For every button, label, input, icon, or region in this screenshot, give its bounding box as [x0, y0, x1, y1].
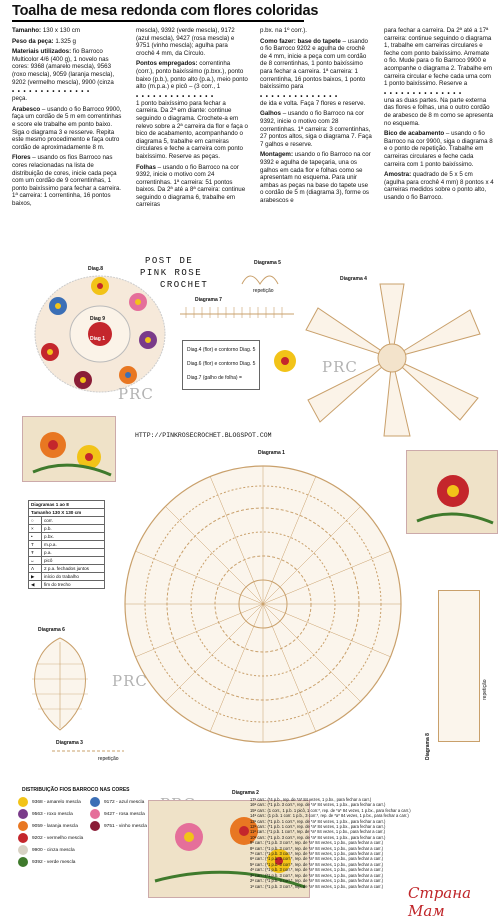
yarn-flower-icon: [18, 821, 28, 831]
diag3-label: Diagrama 3: [56, 740, 83, 746]
watermark-prc-3: PRC: [112, 672, 148, 690]
galhos-text: – usando o fio Barroco na cor 9392, inicie o motivo com 28 correntinhas. 1ª carreira: 3 correntinhas, 27 pontos altos, siga o diagrama 7. Faça 7 galhos e reserve.: [260, 110, 372, 148]
watermark-pink-rose: PINK ROSE: [140, 268, 203, 278]
diag7-label: Diagrama 7: [195, 297, 222, 303]
row-instruction: 7ª carr.: (*1 p.b. 3 corr.*, rep. de *a* 84 vezes, 1 p.bx., para fechar a carr.): [250, 851, 384, 857]
key-row: fim do trecho: [42, 581, 105, 589]
photo-detail-right: [406, 450, 498, 534]
montagem-text: usando o fio Barroco na cor 9392 e agulha de tapeçaria, una os galhos em cada flor e folhas como se apresentam no esquema. Para unir ambas as peças na base do tapete use o cordão de 5 m (diagrama 3), forme os arabescos e: [260, 151, 371, 204]
dot-separator: • • • • • • • • • • • • • •: [136, 93, 215, 100]
key-row: 2 p.a. fechados juntos: [42, 565, 105, 573]
color-code: 9172 - azul mescla: [104, 799, 145, 805]
mini-legend-3: Diag.7 (galho de folha) =: [187, 375, 242, 381]
arabesco-label: Arabesco: [12, 105, 41, 113]
materials-text: fio Barroco Multicolor 4/6 (400 g), 1 novelo nas cores: 9368 (amarelo mescla), 9563 (roxo mescla), 9059 (laranja mescla), 9202 (vermelho mescla), 9900 (cinza: [12, 48, 115, 86]
photo-detail-left: [22, 416, 116, 482]
watermark-url: HTTP://PINKROSECROCHET.BLOGSPOT.COM: [135, 432, 272, 439]
color-swatch-row: [18, 832, 88, 844]
yarn-flower-icon: [90, 797, 100, 807]
weight-label: Peso da peça:: [12, 37, 54, 45]
color-code: 9427 - rosa mescla: [104, 811, 145, 817]
key-row: m.p.a.: [42, 541, 105, 549]
diagram-7-sketch: [178, 304, 296, 320]
key-row: corr.: [42, 517, 105, 525]
size-value: 130 x 130 cm: [42, 27, 80, 34]
key-row: p.bx.: [42, 533, 105, 541]
row-instruction: 15ª carr.: (1 corr., 1 p.b. 1 picô, 1 corr.*, rep. de *a* 84 vezes, 1 p.bx., para fechar a carr.): [250, 807, 411, 813]
yarn-flower-icon: [18, 845, 28, 855]
folhas-label: Folhas: [136, 163, 156, 171]
key-table-head: Diagramas 1 ao 8: [29, 501, 105, 509]
amostra-label: Amostra:: [384, 171, 412, 179]
color-swatch-row: [90, 808, 150, 820]
color-code: 9751 - vinho mescla: [104, 823, 147, 829]
dot-separator: • • • • • • • • • • • • • •: [384, 90, 463, 97]
yarn-flower-icon: [90, 821, 100, 831]
page-title: Toalha de mesa redonda com flores coloridas: [12, 3, 319, 19]
color-dist-title: DISTRIBUIÇÃO FIOS BARROCO NAS CORES: [22, 787, 130, 793]
yarn-flower-icon: [90, 809, 100, 819]
mini-legend-2: Diag.6 (flor) e contorno Diag. 5: [187, 361, 256, 367]
key-row: início do trabalho: [42, 573, 105, 581]
diag5-repeat: repetição: [253, 288, 274, 294]
yarn-flower-icon: [18, 797, 28, 807]
row-instruction: 14ª carr.: (1 p.b. 1 corr. 1 p.b., 3 corr.*, rep. de *a* 84 vezes, 1 p.bx., para fechar a carr.): [250, 813, 409, 819]
color-swatch-row: [18, 808, 88, 820]
row-instruction: 8ª carr.: (*1 p.b. 3 corr.*, rep. de *a* 84 vezes, 1 p.bx., para fechar a carr.): [250, 845, 384, 851]
row-instruction: 17ª carr.: (*4 p.b., rep. de *a* 84 vezes, 1 p.bx., para fechar a carr.): [250, 797, 372, 802]
diag1-main-label: Diagrama 1: [258, 450, 285, 456]
flores-text: – usando os fios Barroco nas cores relacionadas na lista de distribuição de cores, inicie cada peça com um cordão de 9 correntinhas, 1 ponto baixíssimo para fechar a carreira. 1ª carreira: 1 correntinha, 16 pontos baixos,: [12, 154, 122, 207]
diagram-2-rows: [250, 797, 490, 889]
diagram-8-strip: [438, 590, 480, 742]
row-instruction: 1ª carr.: (*1 p.b. 3 corr.*, rep. de *a* 84 vezes, 1 p.bx., para fechar a carr.): [250, 883, 384, 889]
diag1-label: Diag 1: [90, 336, 106, 342]
key-row: p.a.: [42, 549, 105, 557]
watermark-post: POST DE: [145, 256, 194, 266]
color-swatch-row: [18, 820, 88, 832]
bico-text: – usando o fio Barroco na cor 9900, siga o diagrama 8 e o ponto de repetição. Trabalhe em carreiras circulares e feche cada carreira com 1 ponto baixíssimo.: [384, 130, 493, 168]
row-instruction: 11ª carr.: (*1 p.b. 1 corr.*, rep. de *a* 84 vezes, 1 p.bx., para fechar a carr.): [250, 829, 386, 835]
color-code: 9392 - verde mescla: [32, 859, 76, 865]
diag8-label: Diag.8: [88, 266, 104, 272]
text-column-2: [136, 27, 248, 212]
diagram-5-sketch: [240, 266, 280, 288]
materials-label: Materiais utilizados:: [12, 48, 72, 56]
key-table-size: Tamanho 130 X 130 cm: [29, 509, 105, 517]
title-rule: [12, 20, 304, 22]
color-swatch-row: [90, 796, 150, 808]
photo-flowers-icon: [23, 417, 115, 481]
amostra-text: quadrado de 5 x 5 cm (agulha para crochê 4 mm) 8 pontos x 4 carreiras medidos sobre o ponto alto, usando o fio Barroco.: [384, 171, 494, 201]
como-text: – usando o fio Barroco 9202 e agulha de crochê de 4 mm, inicie a peça com um cordão de 8 correntinhas, 1 ponto baixíssimo para fechar a carreira. 1ª carreira: 1 correntinha, 16 pontos baixos, 1 ponto baixíssimo para: [260, 37, 368, 91]
diagram-3-sketch: [50, 746, 126, 756]
color-code: 9900 - cinza mescla: [32, 847, 75, 853]
diag5-label: Diagrama 5: [254, 260, 281, 266]
text-column-4: [384, 27, 494, 204]
col2-top: mescla), 9392 (verde mescla), 9172 (azul mescla), 9427 (rosa mescla) e 9751 (vinho mescla); agulha para crochê 4 mm, da Círculo.: [136, 27, 235, 57]
diag4-label: Diagrama 4: [340, 276, 367, 282]
mini-legend-box: [182, 340, 260, 390]
pontos-label: Pontos empregados:: [136, 60, 198, 68]
dot-separator: • • • • • • • • • • • • • •: [260, 93, 339, 100]
diag6-label: Diagrama 6: [38, 627, 65, 633]
flower-wheel-diagram: [28, 272, 178, 397]
row-instruction: 13ª carr.: (*1 p.b. 1 corr.*, rep. de *a* 84 vezes, 1 p.bx., para fechar a carr.): [250, 818, 386, 824]
galhos-label: Galhos: [260, 110, 281, 118]
color-swatch-row: [18, 856, 88, 868]
watermark-prc-1: PRC: [118, 385, 154, 403]
color-code: 9368 - amarelo mescla: [32, 799, 81, 805]
col3-para: de ida e volta. Faça 7 flores e reserve.: [260, 99, 366, 107]
piece-text: peça.: [12, 95, 28, 103]
diag2-label: Diagrama 2: [232, 790, 259, 796]
bico-label: Bico de acabamento: [384, 130, 445, 138]
color-swatch-row: [18, 844, 88, 856]
arabesco-text: – usando o fio Barroco 9900, faça um cordão de 5 m em correntinhas e score ele trabalhe em ponto baixo. Siga o diagrama 3 e resserve. Repita este mesmo procedimento e faça outro cordão de aproximadamente 8 m.: [12, 105, 122, 151]
color-dist-right: [90, 796, 150, 832]
flores-label: Flores: [12, 154, 31, 162]
row-instruction: 3ª carr.: (*1 p.b. 3 corr.*, rep. de *a* 84 vezes, 1 p.bx., para fechar a carr.): [250, 872, 384, 878]
diag3-repeat: repetição: [98, 756, 119, 762]
diag8b-label: Diagrama 8: [425, 733, 431, 760]
photo-flowers-icon: [407, 451, 497, 533]
color-dist-left: [18, 796, 88, 868]
watermark-crochet: CROCHET: [160, 280, 209, 290]
small-flower-icon: [270, 346, 300, 376]
como-label: Como fazer: base do tapete: [260, 37, 341, 45]
pontos-text: correntinha (corr.), ponto baixíssimo (p.bxx.), ponto baixo (p.b.), ponto alto (p.a.), meio ponto alto (m.p.a.) e picô – (3 corr., 1: [136, 60, 248, 91]
col3-top: p.bx. na 1º corr.).: [260, 27, 307, 34]
mini-legend-1: Diag.4 (flor) e contorno Diag. 5: [187, 347, 256, 353]
brand-watermark: Страна Мам: [408, 884, 472, 920]
row-instruction: 9ª carr.: (*1 p.b. 3 corr.*, rep. de *a* 84 vezes, 1 p.bx., para fechar a carr.): [250, 840, 384, 846]
color-code: 9059 - laranja mescla: [32, 823, 78, 829]
yarn-leaf-icon: [18, 857, 28, 867]
key-row: picô: [42, 557, 105, 565]
montagem-label: Montagem:: [260, 151, 293, 159]
col4-top: para fechar a carreira. Da 2ª até a 17ª carreira: continue seguindo o diagrama 1, trabalhe em carreiras circulares e feche com ponto baixíssimo. Arremate o fio. Mude para o fio Barroco 9900 e acompanhe o diagrama 2. Trabalhe em carreira circular e feche cada uma com 1 ponto baixíssimo. Reserve a: [384, 27, 493, 88]
diagram-6-leaf: [20, 634, 100, 734]
weight-value: 1.325 g: [55, 37, 77, 45]
row-instruction: 5ª carr.: (*1 p.b. 3 corr.*, rep. de *a* 84 vezes, 1 p.bx., para fechar a carr.): [250, 861, 384, 867]
yarn-flower-icon: [18, 833, 28, 843]
diag9-label: Diag 9: [90, 316, 106, 322]
key-table: Diagramas 1 ao 8 Tamanho 130 X 130 cm ○ corr. × p.b. • p.bx. T m.p.a. Ŧ p.a. ᴗ picô Λ 2 p.a. fechados juntos ▶ início do trabalho ◀ fim do trecho: [28, 500, 105, 589]
color-code: 9202 - vermelho mescla: [32, 835, 84, 841]
row-instruction: 6ª carr.: (*1 p.b. 3 corr.*, rep. de *a* 84 vezes, 1 p.bx., para fechar a carr.): [250, 856, 384, 862]
dot-separator: • • • • • • • • • • • • • •: [12, 89, 91, 96]
diag8-repeat: repetição: [482, 679, 488, 700]
row-instruction: 4ª carr.: (*1 p.b. 3 corr.*, rep. de *a* 84 vezes, 1 p.bx., para fechar a carr.): [250, 867, 384, 873]
row-instruction: 16ª carr.: (*1 p.b. 3 corr.*, rep. de *a* 84 vezes, 1 p.bx., para fechar a carr.): [250, 802, 386, 808]
color-code: 9563 - roxo mescla: [32, 811, 73, 817]
folhas-text: – usando o fio Barroco na cor 9392, inicie o motivo com 24 correntinhas. 1ª carreira: 51 pontos baixos. Da 2ª até a 8ª carreira: continue seguindo o diagrama 6, trabalhe em carreiras: [136, 163, 246, 209]
col2-para: 1 ponto baixíssimo para fechar a carreira. Da 2ª em diante: continue seguindo o diagrama. Crochete-a em relevo sobre a 2ª carreira da flor e faça o bico de acabamento, acompanhando o diagrama 5, trabalhe em carreiras circulares e feche a carreira com ponto baixíssimo. Reserve as peças.: [136, 99, 249, 160]
diagram-1-circle: [118, 454, 408, 754]
color-swatch-row: [18, 796, 88, 808]
row-instruction: 2ª carr.: (*1 p.b. 3 corr.*, rep. de *a* 84 vezes, 1 p.bx., para fechar a carr.): [250, 878, 384, 884]
size-label: Tamanho:: [12, 27, 42, 34]
key-row: p.b.: [42, 525, 105, 533]
col4-para: una as duas partes. Na parte externa das flores e folhas, una o outro cordão de arabesco de 8 m como se apresenta no esquema.: [384, 96, 494, 127]
text-column-1: [12, 27, 122, 210]
row-instruction: 10ª carr.: (*1 p.b. 3 corr.*, rep. de *a* 84 vezes, 1 p.bx., para fechar a carr.): [250, 834, 386, 840]
color-swatch-row: [90, 820, 150, 832]
row-instruction: 12ª carr.: (*1 p.b. 1 corr.*, rep. de *a* 84 vezes, 1 p.bx., para fechar a carr.): [250, 824, 386, 830]
yarn-flower-icon: [18, 809, 28, 819]
watermark-prc-2: PRC: [322, 358, 358, 376]
text-column-3: [260, 27, 372, 207]
